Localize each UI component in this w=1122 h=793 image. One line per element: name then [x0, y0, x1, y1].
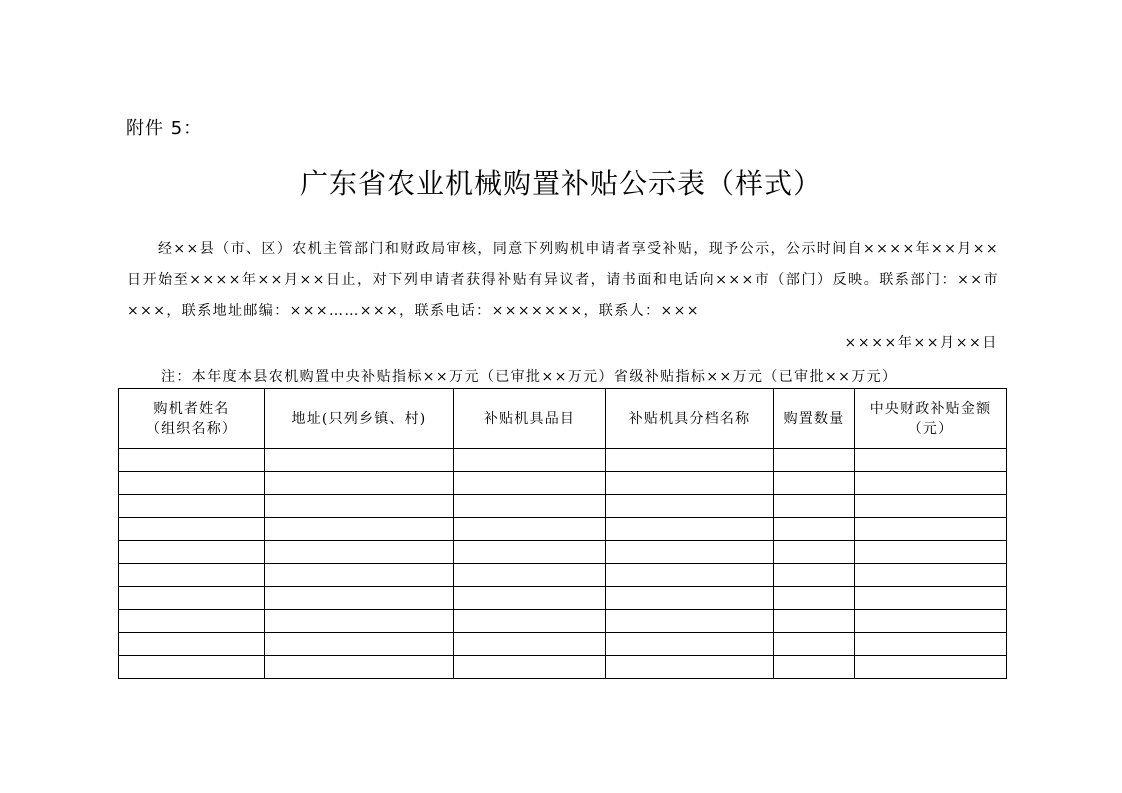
table-cell[interactable]: [454, 587, 606, 610]
table-cell[interactable]: [606, 541, 774, 564]
table-cell[interactable]: [855, 633, 1007, 656]
table-cell[interactable]: [265, 495, 454, 518]
table-cell[interactable]: [606, 449, 774, 472]
table-cell[interactable]: [774, 587, 855, 610]
table-cell[interactable]: [606, 656, 774, 679]
column-header-grade-name: 补贴机具分档名称: [606, 389, 774, 449]
table-cell[interactable]: [774, 656, 855, 679]
table-cell[interactable]: [119, 449, 265, 472]
table-row: [119, 564, 1007, 587]
table-cell[interactable]: [855, 495, 1007, 518]
table-cell[interactable]: [265, 541, 454, 564]
table-cell[interactable]: [606, 587, 774, 610]
table-row: [119, 518, 1007, 541]
column-header-buyer: 购机者姓名 （组织名称）: [119, 389, 265, 449]
notice-date: ××××年××月××日: [844, 335, 998, 351]
table-cell[interactable]: [119, 541, 265, 564]
table-cell[interactable]: [119, 610, 265, 633]
table-cell[interactable]: [774, 518, 855, 541]
table-cell[interactable]: [606, 495, 774, 518]
table-cell[interactable]: [606, 610, 774, 633]
table-cell[interactable]: [119, 656, 265, 679]
table-cell[interactable]: [855, 472, 1007, 495]
table-cell[interactable]: [265, 472, 454, 495]
table-cell[interactable]: [855, 518, 1007, 541]
table-cell[interactable]: [265, 518, 454, 541]
table-cell[interactable]: [454, 495, 606, 518]
table-cell[interactable]: [606, 633, 774, 656]
table-cell[interactable]: [265, 449, 454, 472]
table-cell[interactable]: [774, 449, 855, 472]
column-header-item-category: 补贴机具品目: [454, 389, 606, 449]
table-cell[interactable]: [855, 449, 1007, 472]
page-title: 广东省农业机械购置补贴公示表（样式）: [299, 167, 822, 200]
table-cell[interactable]: [265, 610, 454, 633]
table-cell[interactable]: [774, 495, 855, 518]
table-header-row: [119, 389, 1007, 449]
table-row: [119, 610, 1007, 633]
table-cell[interactable]: [454, 656, 606, 679]
table-cell[interactable]: [119, 495, 265, 518]
table-row: [119, 449, 1007, 472]
subsidy-note: 注：本年度本县农机购置中央补贴指标××万元（已审批××万元）省级补贴指标××万元（已审批××万元）: [161, 369, 898, 385]
table-cell[interactable]: [855, 587, 1007, 610]
table-cell[interactable]: [119, 587, 265, 610]
table-cell[interactable]: [774, 472, 855, 495]
table-cell[interactable]: [855, 610, 1007, 633]
table-cell[interactable]: [774, 541, 855, 564]
subsidy-table: [118, 388, 1007, 679]
table-row: [119, 656, 1007, 679]
column-header-subsidy-amount: 中央财政补贴金额 （元）: [855, 389, 1007, 449]
table-cell[interactable]: [855, 541, 1007, 564]
table-cell[interactable]: [265, 587, 454, 610]
table-cell[interactable]: [606, 472, 774, 495]
column-header-address: 地址(只列乡镇、村): [265, 389, 454, 449]
table-cell[interactable]: [454, 541, 606, 564]
table-cell[interactable]: [454, 449, 606, 472]
table-cell[interactable]: [774, 610, 855, 633]
table-cell[interactable]: [774, 564, 855, 587]
table-cell[interactable]: [774, 633, 855, 656]
table-row: [119, 587, 1007, 610]
table-row: [119, 633, 1007, 656]
notice-paragraph: 经××县（市、区）农机主管部门和财政局审核，同意下列购机申请者享受补贴，现予公示，公示时间自××××年××月××日开始至××××年××月××日止，对下列申请者获得补贴有异议者，请书面和电话向×××市（部门）反映。联系部门：××市×××，联系地址邮编：×××……×××，联系电话：×××××××，联系人：×××: [127, 241, 999, 319]
table-cell[interactable]: [855, 656, 1007, 679]
table-cell[interactable]: [265, 656, 454, 679]
table-cell[interactable]: [454, 610, 606, 633]
table-cell[interactable]: [265, 564, 454, 587]
table-cell[interactable]: [119, 564, 265, 587]
table-cell[interactable]: [454, 472, 606, 495]
table-cell[interactable]: [265, 633, 454, 656]
table-body: [119, 449, 1007, 679]
table-cell[interactable]: [454, 564, 606, 587]
table-cell[interactable]: [454, 518, 606, 541]
table-row: [119, 472, 1007, 495]
table-cell[interactable]: [855, 564, 1007, 587]
table-cell[interactable]: [454, 633, 606, 656]
table-row: [119, 495, 1007, 518]
table-cell[interactable]: [119, 633, 265, 656]
table-cell[interactable]: [606, 564, 774, 587]
column-header-quantity: 购置数量: [774, 389, 855, 449]
table-row: [119, 541, 1007, 564]
attachment-label: 附件 5：: [126, 118, 203, 139]
table-cell[interactable]: [119, 472, 265, 495]
table-cell[interactable]: [119, 518, 265, 541]
table-cell[interactable]: [606, 518, 774, 541]
